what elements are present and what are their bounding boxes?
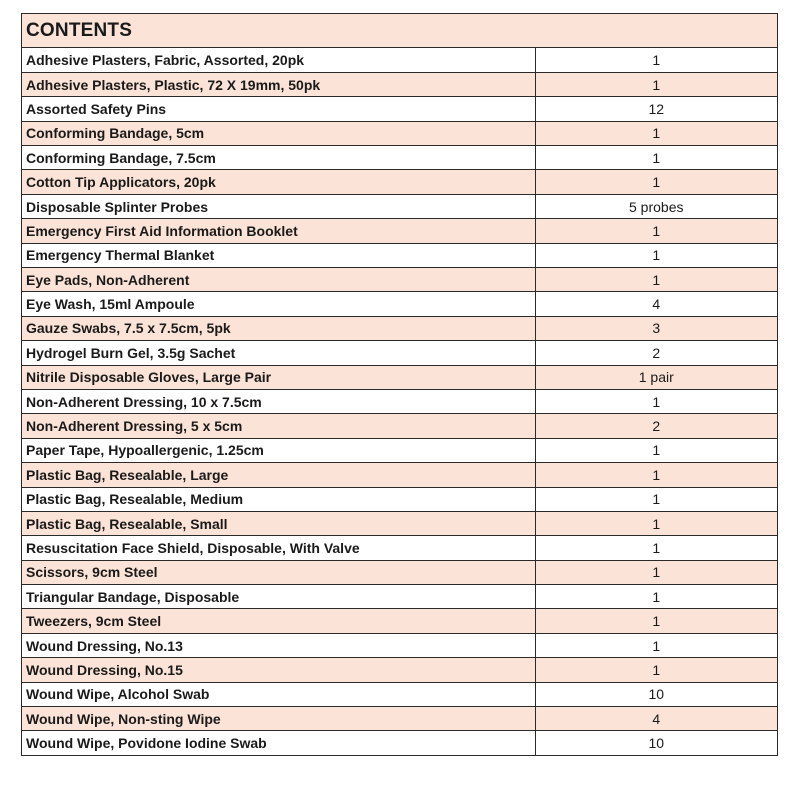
item-name: Eye Wash, 15ml Ampoule bbox=[22, 292, 535, 316]
item-name: Conforming Bandage, 5cm bbox=[22, 121, 535, 145]
item-quantity: 1 bbox=[535, 243, 777, 267]
table-row bbox=[22, 609, 777, 633]
item-quantity: 1 bbox=[535, 658, 777, 682]
table-row bbox=[22, 487, 777, 511]
item-quantity: 4 bbox=[535, 707, 777, 731]
table-row bbox=[22, 389, 777, 413]
item-quantity: 1 bbox=[535, 146, 777, 170]
contents-title: CONTENTS bbox=[26, 19, 133, 41]
item-name: Gauze Swabs, 7.5 x 7.5cm, 5pk bbox=[22, 316, 535, 340]
table-row bbox=[22, 170, 777, 194]
item-quantity: 1 bbox=[535, 609, 777, 633]
item-name: Plastic Bag, Resealable, Medium bbox=[22, 487, 535, 511]
table-row bbox=[22, 194, 777, 218]
item-quantity: 2 bbox=[535, 414, 777, 438]
item-quantity: 10 bbox=[648, 735, 665, 752]
table-row bbox=[22, 72, 777, 96]
table-row bbox=[22, 682, 777, 706]
item-name: Triangular Bandage, Disposable bbox=[22, 585, 535, 609]
table-row bbox=[22, 292, 777, 316]
item-quantity: 1 bbox=[535, 463, 777, 487]
item-name: Nitrile Disposable Gloves, Large Pair bbox=[22, 365, 535, 389]
item-name: Non-Adherent Dressing, 10 x 7.5cm bbox=[22, 389, 535, 413]
item-name: Disposable Splinter Probes bbox=[22, 194, 535, 218]
table-row bbox=[22, 316, 777, 340]
item-quantity: 1 bbox=[535, 487, 777, 511]
item-name: Wound Wipe, Non-sting Wipe bbox=[22, 707, 535, 731]
item-quantity: 1 bbox=[535, 72, 777, 96]
item-name: Assorted Safety Pins bbox=[22, 97, 535, 121]
table-row bbox=[22, 48, 777, 72]
item-name: Emergency Thermal Blanket bbox=[22, 243, 535, 267]
item-name: Adhesive Plasters, Fabric, Assorted, 20pk bbox=[22, 48, 535, 72]
contents-header bbox=[22, 14, 777, 48]
item-quantity: 1 bbox=[535, 585, 777, 609]
item-name: Wound Dressing, No.13 bbox=[22, 633, 535, 657]
item-quantity: 3 bbox=[535, 316, 777, 340]
table-row bbox=[22, 585, 777, 609]
item-quantity: 1 bbox=[535, 536, 777, 560]
table-row bbox=[22, 146, 777, 170]
table-row bbox=[22, 438, 777, 462]
item-quantity: 5 probes bbox=[535, 194, 777, 218]
contents-list bbox=[22, 48, 777, 755]
item-name: Emergency First Aid Information Booklet bbox=[22, 219, 535, 243]
item-quantity: 1 bbox=[535, 389, 777, 413]
item-name: Scissors, 9cm Steel bbox=[22, 560, 535, 584]
item-quantity: 1 bbox=[535, 438, 777, 462]
table-row bbox=[22, 341, 777, 365]
item-name: Plastic Bag, Resealable, Large bbox=[22, 463, 535, 487]
item-name: Wound Dressing, No.15 bbox=[22, 658, 535, 682]
item-quantity: 1 bbox=[535, 268, 777, 292]
table-row bbox=[22, 658, 777, 682]
item-name: Hydrogel Burn Gel, 3.5g Sachet bbox=[22, 341, 535, 365]
table-row bbox=[22, 268, 777, 292]
item-name: Wound Wipe, Alcohol Swab bbox=[22, 682, 535, 706]
item-name: Eye Pads, Non-Adherent bbox=[22, 268, 535, 292]
item-quantity: 1 bbox=[535, 121, 777, 145]
table-row bbox=[22, 414, 777, 438]
item-quantity: 1 bbox=[535, 560, 777, 584]
table-row bbox=[22, 560, 777, 584]
table-row bbox=[22, 463, 777, 487]
item-name: Adhesive Plasters, Plastic, 72 X 19mm, 50pk bbox=[22, 72, 535, 96]
item-name: Non-Adherent Dressing, 5 x 5cm bbox=[22, 414, 535, 438]
item-quantity: 1 bbox=[535, 48, 777, 72]
item-name: Plastic Bag, Resealable, Small bbox=[22, 511, 535, 535]
table-row bbox=[22, 731, 777, 755]
contents-table bbox=[21, 13, 778, 756]
item-name: Wound Wipe, Povidone Iodine Swab bbox=[22, 731, 535, 755]
table-row bbox=[22, 511, 777, 535]
item-name: Paper Tape, Hypoallergenic, 1.25cm bbox=[22, 438, 535, 462]
item-name: Tweezers, 9cm Steel bbox=[22, 609, 535, 633]
item-quantity: 1 bbox=[535, 219, 777, 243]
item-quantity: 1 bbox=[535, 633, 777, 657]
table-row bbox=[22, 707, 777, 731]
item-quantity: 10 bbox=[535, 682, 777, 706]
item-quantity: 4 bbox=[535, 292, 777, 316]
item-quantity: 1 bbox=[535, 170, 777, 194]
item-quantity: 12 bbox=[535, 97, 777, 121]
item-name: Resuscitation Face Shield, Disposable, With Valve bbox=[22, 536, 535, 560]
item-quantity: 1 bbox=[535, 511, 777, 535]
table-row bbox=[22, 97, 777, 121]
item-name: Conforming Bandage, 7.5cm bbox=[22, 146, 535, 170]
item-quantity: 2 bbox=[535, 341, 777, 365]
table-row bbox=[22, 365, 777, 389]
item-name: Cotton Tip Applicators, 20pk bbox=[22, 170, 535, 194]
table-row bbox=[22, 536, 777, 560]
table-row bbox=[22, 633, 777, 657]
table-row bbox=[22, 243, 777, 267]
table-row bbox=[22, 121, 777, 145]
table-row bbox=[22, 219, 777, 243]
item-quantity: 1 pair bbox=[535, 365, 777, 389]
